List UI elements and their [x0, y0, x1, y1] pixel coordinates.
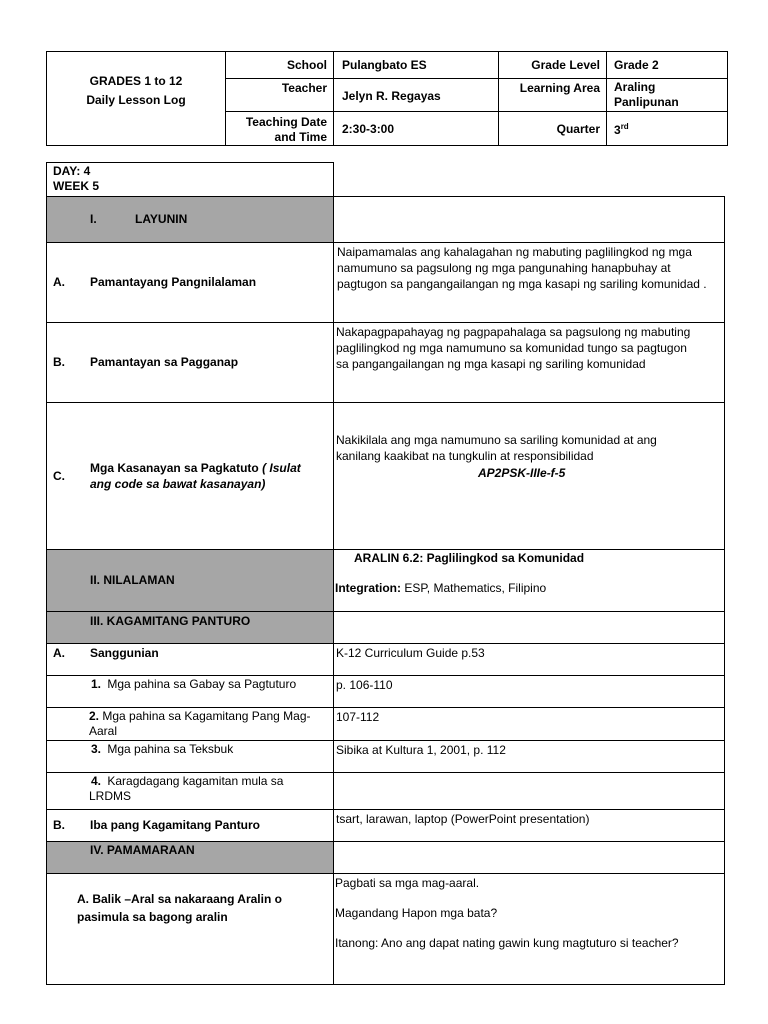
balik-p2: Magandang Hapon mga bata?	[335, 906, 498, 920]
kagamitan-header-cell	[46, 611, 334, 644]
learning-area-value-cell	[606, 78, 728, 112]
day-label: DAY: 4	[53, 164, 91, 178]
sanggunian-letter: A.	[53, 646, 65, 660]
nilalaman-title: II. NILALAMAN	[90, 573, 175, 587]
a-letter: A.	[53, 275, 65, 289]
pamamaraan-title: IV. PAMAMARAAN	[90, 843, 195, 857]
date-label-line2: and Time	[274, 130, 327, 144]
b-value-cell	[333, 322, 725, 403]
learning-area-value-line1: Araling	[614, 80, 656, 94]
grade-level-label: Grade Level	[531, 58, 600, 72]
item4-label: Karagdagang kagamitan mula sa LRDMS	[89, 774, 284, 803]
item3-value-cell	[333, 740, 725, 773]
balik-p1: Pagbati sa mga mag-aaral.	[335, 876, 480, 890]
header-title-cell	[46, 51, 226, 146]
b-label: Pamantayan sa Pagganap	[90, 355, 239, 369]
balik-value-cell	[333, 873, 725, 985]
b-label-cell	[46, 322, 334, 403]
week-label: WEEK 5	[53, 179, 100, 193]
item1-num: 1.	[91, 677, 102, 691]
sanggunian-value-cell	[333, 643, 725, 676]
iba-letter: B.	[53, 818, 65, 832]
balik-label: A. Balik –Aral sa nakaraang Aralin o pasimula sa bagong aralin	[77, 892, 282, 924]
item1-label: Mga pahina sa Gabay sa Pagtuturo	[107, 677, 297, 691]
nilalaman-value-cell	[333, 549, 725, 612]
kagamitan-value-cell	[333, 611, 725, 644]
teacher-value-cell	[333, 78, 499, 112]
c-text: Nakikilala ang mga namumuno sa sariling komunidad at ang kanilang kaakibat na tungkulin at responsibilidad	[336, 433, 657, 463]
b-text: Nakapagpapahayag ng pagpapahalaga sa pagsulong ng mabuting paglilingkod ng mga namumuno sa komunidad tungo sa pagtugon sa pangangailangan ng mga kasapi ng sariling komunidad	[336, 325, 691, 371]
sanggunian-cell	[46, 643, 334, 676]
item4-value-cell	[333, 772, 725, 810]
layunin-header-cell	[46, 196, 334, 243]
day-week-cell	[46, 162, 334, 197]
item2-cell	[46, 707, 334, 741]
layunin-value-cell	[333, 196, 725, 243]
header-title-line2: Daily Lesson Log	[86, 93, 186, 107]
item3-label: Mga pahina sa Teksbuk	[107, 742, 234, 756]
layunin-num: I.	[90, 212, 97, 226]
balik-cell	[46, 873, 334, 985]
header-title-line1: GRADES 1 to 12	[89, 74, 183, 88]
c-label-cell	[46, 402, 334, 550]
learning-area-value-line2: Panlipunan	[614, 95, 679, 109]
item1-value-cell	[333, 675, 725, 708]
quarter-value: 3	[614, 123, 621, 137]
date-value: 2:30-3:00	[342, 122, 395, 136]
quarter-sup: rd	[620, 122, 629, 131]
a-label-cell	[46, 242, 334, 323]
c-value-cell	[333, 402, 725, 550]
c-code: AP2PSK-IIIe-f-5	[478, 466, 566, 480]
a-label: Pamantayang Pangnilalaman	[90, 275, 257, 289]
item2-value-cell	[333, 707, 725, 741]
b-letter: B.	[53, 355, 65, 369]
iba-value: tsart, larawan, laptop (PowerPoint presentation)	[336, 812, 590, 826]
grade-level-label-cell	[498, 51, 607, 79]
a-text: Naipamamalas ang kahalagahan ng mabuting paglilingkod ng mga namumuno sa pagsulong ng mga pangunahing hanapbuhay at pagtugon sa pangangailangan ng mga kasapi ng sariling komunidad .	[337, 245, 707, 291]
teacher-label: Teacher	[281, 81, 327, 95]
nilalaman-cell	[46, 549, 334, 612]
quarter-value-cell	[606, 111, 728, 146]
date-label-cell	[225, 111, 334, 146]
iba-value-cell	[333, 809, 725, 842]
item4-num: 4.	[91, 774, 102, 788]
iba-label: Iba pang Kagamitang Panturo	[90, 818, 261, 832]
learning-area-label: Learning Area	[519, 81, 600, 95]
balik-p3: Itanong: Ano ang dapat nating gawin kung magtuturo si teacher?	[335, 936, 679, 950]
item4-cell	[46, 772, 334, 810]
teacher-value: Jelyn R. Regayas	[342, 89, 441, 103]
sanggunian-value: K-12 Curriculum Guide p.53	[336, 646, 485, 660]
learning-area-label-cell	[498, 78, 607, 112]
date-value-cell	[333, 111, 499, 146]
c-letter: C.	[53, 469, 65, 483]
school-label-cell	[225, 51, 334, 79]
quarter-label: Quarter	[556, 122, 600, 136]
school-value: Pulangbato ES	[342, 58, 427, 72]
grade-level-value-cell	[606, 51, 728, 79]
date-label-line1: Teaching Date	[245, 115, 327, 129]
quarter-label-cell	[498, 111, 607, 146]
item2-num: 2.	[89, 709, 100, 723]
c-label: Mga Kasanayan sa Pagkatuto	[90, 461, 259, 475]
grade-level-value: Grade 2	[614, 58, 659, 72]
integration-value: ESP, Mathematics, Filipino	[401, 581, 547, 595]
item2-value: 107-112	[336, 710, 380, 724]
item3-value: Sibika at Kultura 1, 2001, p. 112	[336, 743, 506, 757]
item2-label: Mga pahina sa Kagamitang Pang Mag-Aaral	[89, 709, 311, 738]
item3-num: 3.	[91, 742, 102, 756]
a-value-cell	[333, 242, 725, 323]
aralin-title: ARALIN 6.2: Paglilingkod sa Komunidad	[354, 551, 585, 565]
teacher-label-cell	[225, 78, 334, 112]
sanggunian-label: Sanggunian	[90, 646, 159, 660]
iba-cell	[46, 809, 334, 842]
item1-value: p. 106-110	[336, 678, 393, 692]
integration-label: Integration:	[335, 581, 401, 595]
c-label-italic: ( Isulat ang code sa bawat kasanayan)	[90, 461, 301, 491]
layunin-title: LAYUNIN	[135, 212, 188, 226]
school-value-cell	[333, 51, 499, 79]
item3-cell	[46, 740, 334, 773]
item1-cell	[46, 675, 334, 708]
pamamaraan-value-cell	[333, 841, 725, 874]
kagamitan-title: III. KAGAMITANG PANTURO	[90, 614, 251, 628]
school-label: School	[286, 58, 327, 72]
pamamaraan-header-cell	[46, 841, 334, 874]
